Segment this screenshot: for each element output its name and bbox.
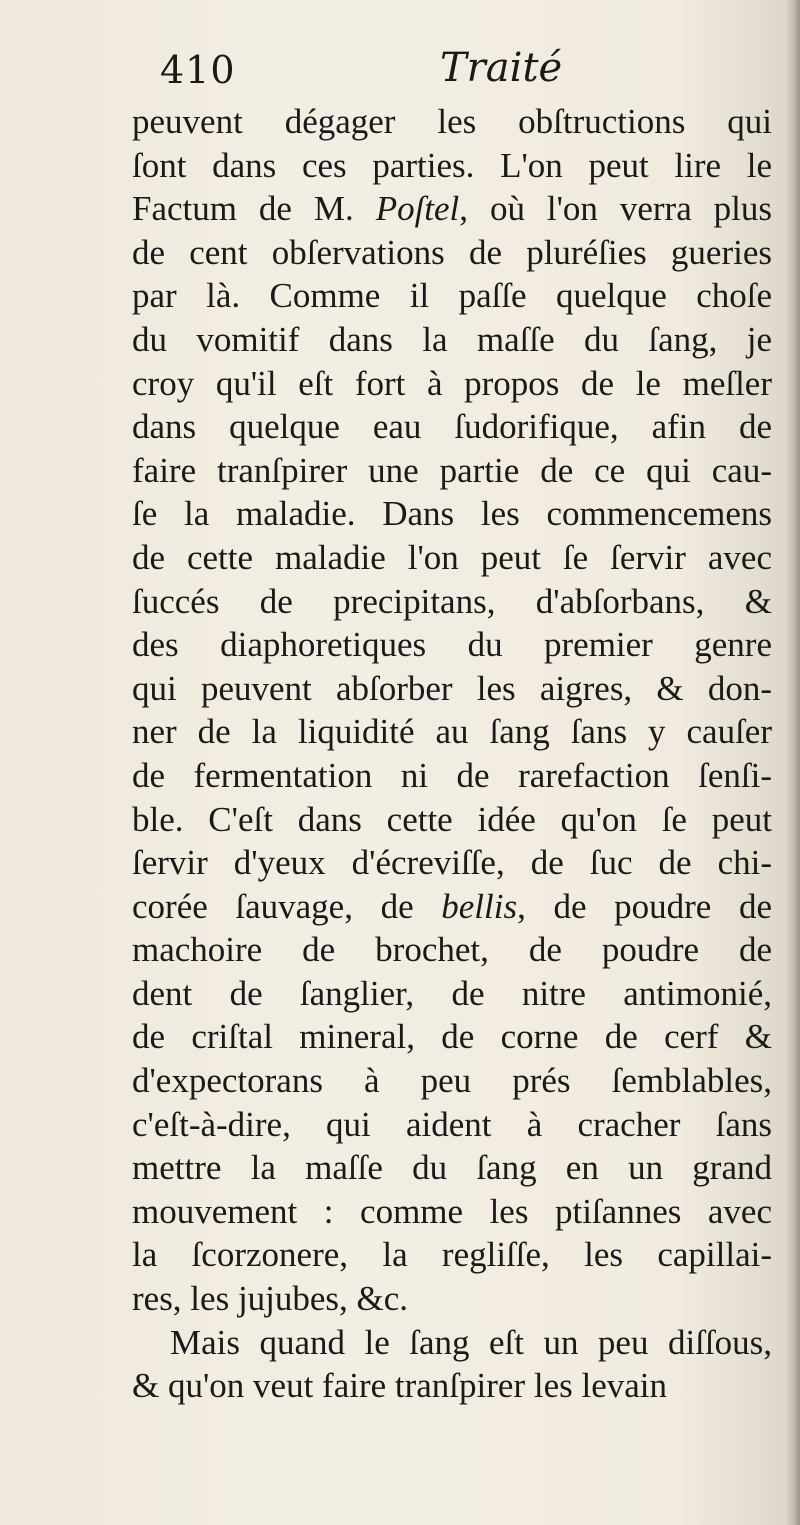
- text-line: [132, 1233, 772, 1277]
- text-line: [132, 667, 772, 711]
- text-line: [132, 1146, 772, 1190]
- text-line: [132, 318, 772, 362]
- text-line: [132, 928, 772, 972]
- text-segment: ble. C'eſt dans cette idée qu'on ſe peut: [132, 799, 772, 839]
- body-text: [132, 100, 772, 1408]
- text-segment: dent de ſanglier, de nitre antimonié,: [132, 973, 772, 1013]
- text-segment: faire tranſpirer une partie de ce qui cau-: [132, 450, 772, 490]
- text-segment: la ſcorzonere, la regliſſe, les capillai-: [132, 1235, 772, 1275]
- text-line: [132, 1015, 772, 1059]
- text-segment: ſuccés de precipitans, d'abſorbans, &: [132, 581, 772, 621]
- text-line: [132, 231, 772, 275]
- text-line: [132, 841, 772, 885]
- text-line: [132, 1103, 772, 1147]
- running-title: Traité: [440, 45, 563, 91]
- text-line: [132, 449, 772, 493]
- text-segment: ſervir d'yeux d'écreviſſe, de ſuc de chi-: [132, 843, 772, 883]
- text-segment: du vomitif dans la maſſe du ſang, je: [132, 319, 772, 359]
- text-segment: par là. Comme il paſſe quelque choſe: [132, 276, 772, 316]
- text-segment: de criſtal mineral, de corne de cerf &: [132, 1017, 772, 1057]
- text-line: [132, 580, 772, 624]
- text-segment: ner de la liquidité au ſang ſans y cauſer: [132, 712, 772, 752]
- text-segment: dans quelque eau ſudorifique, afin de: [132, 407, 772, 447]
- page-number: 410: [160, 48, 236, 92]
- text-line: [132, 972, 772, 1016]
- text-segment: & qu'on veut faire tranſpirer les levain: [132, 1366, 667, 1406]
- text-segment: , où l'on verra plus: [459, 189, 772, 229]
- italic-text-segment: Poſtel: [375, 189, 460, 229]
- text-segment: qui peuvent abſorber les aigres, & don-: [132, 668, 772, 708]
- text-segment: croy qu'il eſt fort à propos de le meſler: [132, 363, 772, 403]
- page-edge-shadow: [786, 0, 800, 1525]
- text-line: [132, 536, 772, 580]
- text-segment: corée ſauvage, de: [132, 886, 442, 926]
- text-segment: machoire de brochet, de poudre de: [132, 930, 772, 970]
- text-segment: ſe la maladie. Dans les commencemens: [132, 494, 772, 534]
- text-line: [132, 274, 772, 318]
- text-line: [132, 187, 772, 231]
- text-segment: , de poudre de: [517, 886, 772, 926]
- text-line: [132, 1321, 772, 1365]
- text-line: [132, 1277, 772, 1321]
- text-segment: d'expectorans à peu prés ſemblables,: [132, 1061, 772, 1101]
- text-segment: mettre la maſſe du ſang en un grand: [132, 1148, 772, 1188]
- text-segment: ſont dans ces parties. L'on peut lire le: [132, 145, 772, 185]
- text-line: [132, 710, 772, 754]
- text-segment: de cette maladie l'on peut ſe ſervir avec: [132, 537, 772, 577]
- text-line: [132, 1364, 772, 1408]
- text-segment: Factum de M.: [132, 189, 376, 229]
- text-line: [132, 623, 772, 667]
- text-line: [132, 144, 772, 188]
- text-segment: res, les jujubes, &c.: [132, 1279, 409, 1319]
- text-segment: des diaphoretiques du premier genre: [132, 625, 772, 665]
- text-line: [132, 100, 772, 144]
- italic-text-segment: bellis: [441, 886, 518, 926]
- text-segment: peuvent dégager les obſtructions qui: [132, 102, 772, 141]
- text-line: [132, 362, 772, 406]
- text-line: [132, 492, 772, 536]
- text-segment: c'eſt-à-dire, qui aident à cracher ſans: [132, 1104, 772, 1144]
- page-header: [160, 40, 780, 100]
- text-segment: de fermentation ni de rarefaction ſenſi-: [132, 755, 772, 795]
- text-segment: Mais quand le ſang eſt un peu diſſous,: [170, 1322, 772, 1362]
- text-segment: mouvement : comme les ptiſannes avec: [132, 1191, 772, 1231]
- text-line: [132, 405, 772, 449]
- text-line: [132, 885, 772, 929]
- text-line: [132, 798, 772, 842]
- text-line: [132, 1059, 772, 1103]
- text-line: [132, 754, 772, 798]
- text-line: [132, 1190, 772, 1234]
- text-segment: de cent obſervations de pluréſies gueries: [132, 232, 772, 272]
